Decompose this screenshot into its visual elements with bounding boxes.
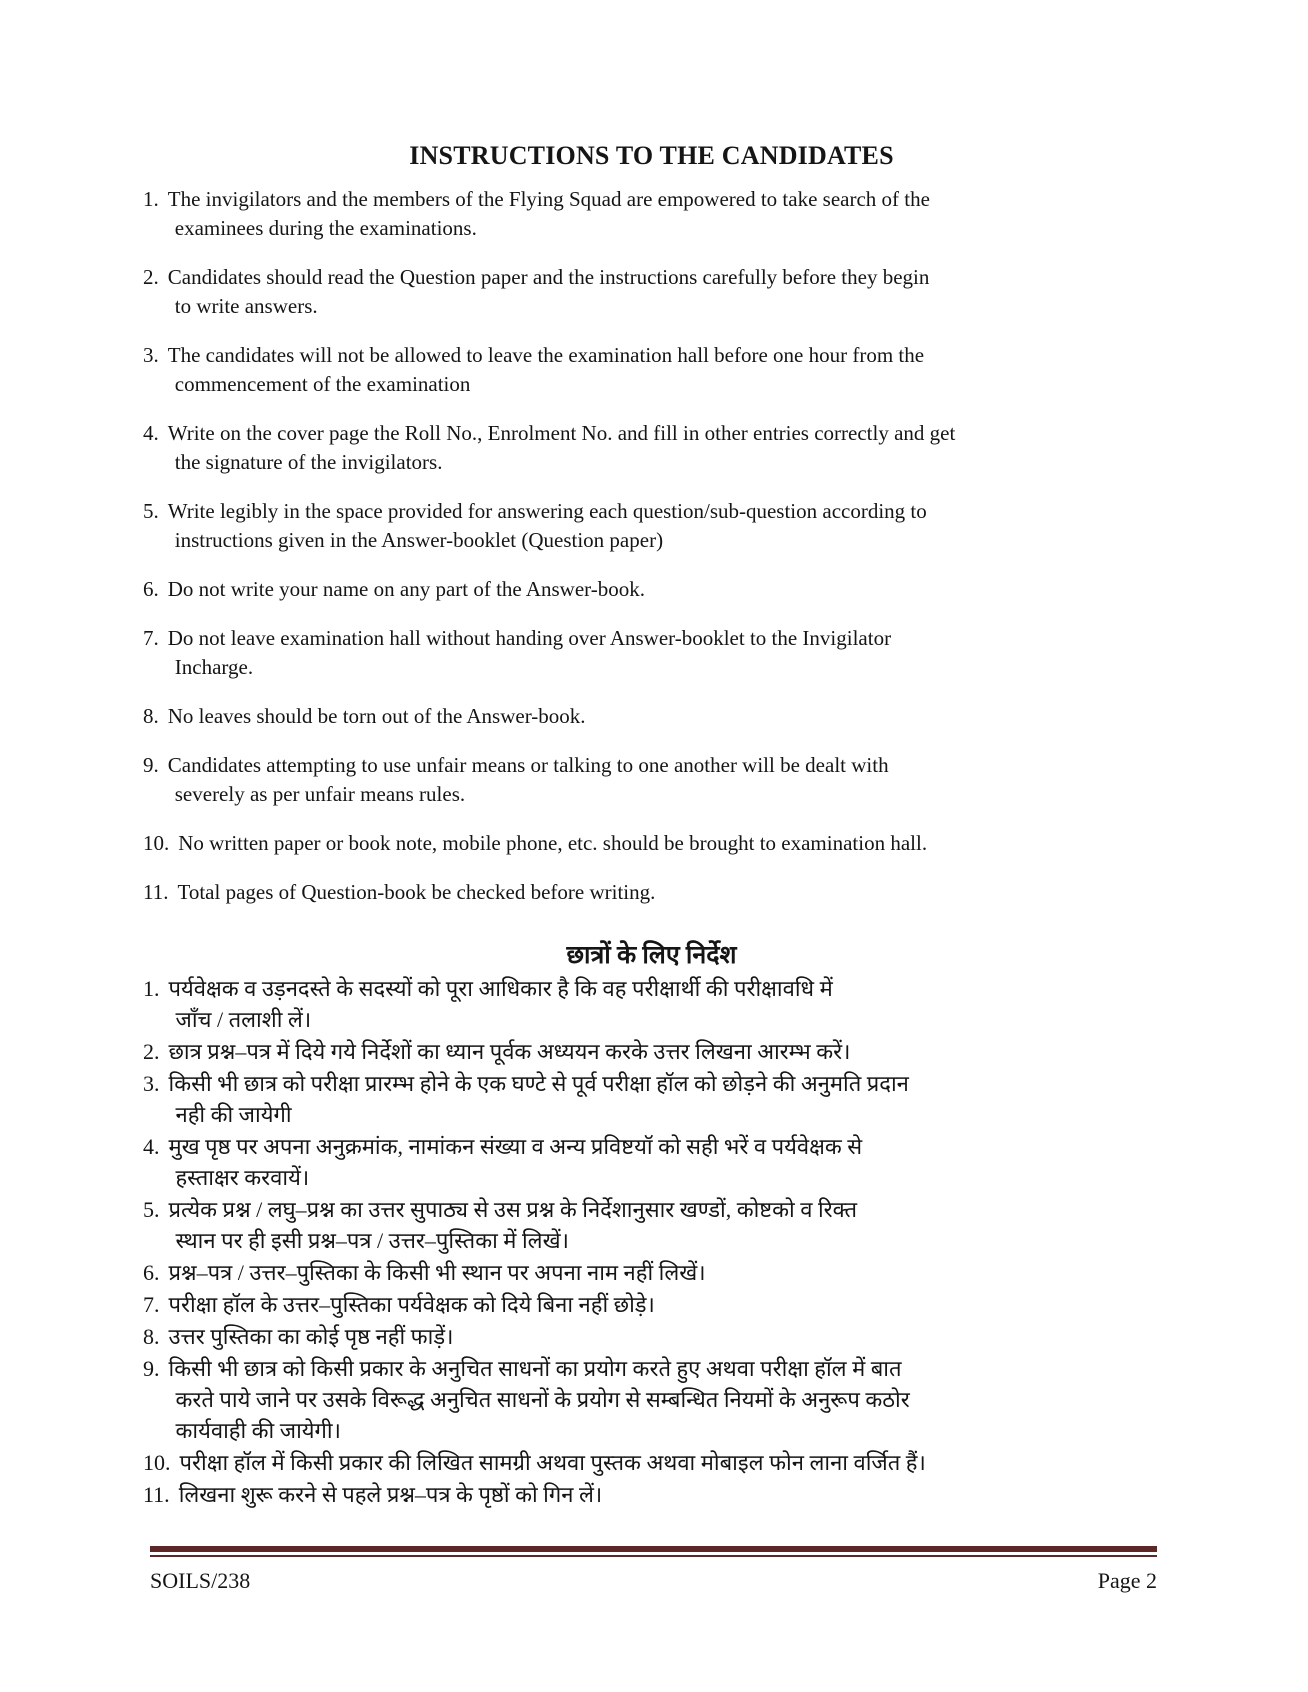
instruction-line: Total pages of Question-book be checked before writing. [177,880,656,904]
instruction-item-text [168,263,1160,321]
instruction-line: करते पाये जाने पर उसके विरूद्ध अनुचित साधनों के प्रयोग से सम्बन्धित नियमों के अनुरूप कठोर [175,1387,910,1412]
instruction-item-text [169,1131,1161,1193]
instruction-item-text [169,1353,1161,1446]
instruction-item [143,829,1160,858]
instruction-item-number: 4. [143,1134,160,1159]
instruction-item [143,263,1160,321]
instruction-line: मुख पृष्ठ पर अपना अनुक्रमांक, नामांकन संख्या व अन्य प्रविष्टयॉ को सही भरें व पर्यवेक्षक से [168,1134,863,1159]
instruction-line: the signature of the invigilators. [174,450,443,474]
instruction-line: examinees during the examinations. [174,216,477,240]
page-content [143,0,1160,1692]
instruction-line: स्थान पर ही इसी प्रश्न–पत्र / उत्तर–पुस्तिका में लिखें। [175,1228,569,1253]
instruction-item-text [180,1447,1161,1478]
instruction-line: Write on the cover page the Roll No., Enrolment No. and fill in other entries correctly and get [167,421,956,445]
footer-page-number: Page 2 [1097,1568,1157,1593]
instruction-item [143,185,1160,243]
instruction-item [143,1257,1160,1288]
instruction-item [143,878,1160,907]
instruction-item-text [168,624,1160,682]
instruction-item-text [169,1289,1161,1320]
instruction-item [143,751,1160,809]
hindi-section-heading: छात्रों के लिए निर्देश [566,942,737,969]
instruction-line: severely as per unfair means rules. [174,782,466,806]
instruction-item [143,497,1160,555]
instruction-line: नही की जायेगी [175,1102,292,1127]
instruction-line: हस्ताक्षर करवायें। [175,1165,310,1190]
instruction-item-number: 9. [143,1356,160,1381]
instruction-item [143,1447,1160,1478]
instruction-item-number: 3. [143,343,159,367]
instruction-line: किसी भी छात्र को किसी प्रकार के अनुचित साधनों का प्रयोग करते हुए अथवा परीक्षा हॉल में बात [168,1356,902,1381]
instruction-item-number: 11. [143,1482,170,1507]
instruction-line: to write answers. [174,294,318,318]
instruction-line: Do not leave examination hall without handing over Answer-booklet to the Invigilator [167,626,892,650]
instruction-item-text [168,751,1160,809]
instruction-item-number: 9. [143,753,159,777]
instruction-item-number: 7. [143,626,159,650]
instruction-line: प्रश्न–पत्र / उत्तर–पुस्तिका के किसी भी स्थान पर अपना नाम नहीं लिखें। [168,1260,706,1285]
instruction-item [143,341,1160,399]
instruction-line: commencement of the examination [174,372,471,396]
instruction-item-number: 3. [143,1071,160,1096]
instruction-line: Do not write your name on any part of the Answer-book. [167,577,645,601]
instruction-item [143,702,1160,731]
hindi-instructions-list [143,973,1160,1511]
instruction-item [143,1036,1160,1067]
instruction-item [143,575,1160,604]
instruction-line: कार्यवाही की जायेगी। [175,1418,341,1443]
instruction-line: Candidates attempting to use unfair means or talking to one another will be dealt with [167,753,889,777]
instruction-item [143,1353,1160,1446]
instruction-item-number: 6. [143,1260,160,1285]
instruction-item [143,1068,1160,1130]
english-instructions-list [143,185,1160,927]
instruction-item-number: 2. [143,265,159,289]
instruction-item-text [169,1321,1161,1352]
footer-document-code: SOILS/238 [150,1568,251,1593]
instruction-line: Candidates should read the Question paper and the instructions carefully before they begin [167,265,930,289]
instruction-item-text [178,829,1160,858]
instruction-item-text [168,702,1160,731]
instruction-item [143,1194,1160,1256]
instruction-item-number: 8. [143,1324,160,1349]
instruction-line: Incharge. [174,655,254,679]
instruction-item-text [168,575,1160,604]
instruction-item-text [169,1257,1161,1288]
instruction-item-text [169,1068,1161,1130]
instruction-line: छात्र प्रश्न–पत्र में दिये गये निर्देशों का ध्यान पूर्वक अध्ययन करके उत्तर लिखना आरम्भ करें। [168,1039,851,1064]
footer-divider-rule [150,1546,1157,1557]
instruction-line: लिखना शुरू करने से पहले प्रश्न–पत्र के पृष्ठों को गिन लें। [178,1482,603,1507]
instruction-item-text [169,1194,1161,1256]
instruction-line: No leaves should be torn out of the Answer-book. [167,704,586,728]
instruction-item-number: 7. [143,1292,160,1317]
instruction-line: No written paper or book note, mobile phone, etc. should be brought to examination hall. [178,831,928,855]
instruction-item [143,1289,1160,1320]
instruction-item-number: 2. [143,1039,160,1064]
instruction-line: The invigilators and the members of the Flying Squad are empowered to take search of the [167,187,930,211]
instruction-item-text [168,185,1160,243]
instruction-item-text [168,419,1160,477]
instruction-item-text [177,878,1160,907]
instruction-line: जाँच / तलाशी लें। [175,1007,312,1032]
instruction-item-text [169,973,1161,1035]
instruction-item-number: 8. [143,704,159,728]
instruction-item-text [168,497,1160,555]
instruction-line: परीक्षा हॉल में किसी प्रकार की लिखित सामग्री अथवा पुस्तक अथवा मोबाइल फोन लाना वर्जित हैं। [179,1450,926,1475]
instruction-item-number: 6. [143,577,159,601]
instruction-line: instructions given in the Answer-booklet (Question paper) [174,528,664,552]
instruction-item [143,419,1160,477]
instruction-item [143,1479,1160,1510]
instruction-line: परीक्षा हॉल के उत्तर–पुस्तिका पर्यवेक्षक को दिये बिना नहीं छोड़े। [168,1292,655,1317]
instruction-item [143,624,1160,682]
instruction-item-number: 11. [143,880,169,904]
instruction-item-number: 4. [143,421,159,445]
instruction-item-number: 10. [143,831,170,855]
instruction-item [143,1321,1160,1352]
page-title: INSTRUCTIONS TO THE CANDIDATES [409,141,894,170]
instruction-line: पर्यवेक्षक व उड़नदस्ते के सदस्यों को पूरा आधिकार है कि वह परीक्षार्थी की परीक्षावधि में [168,976,833,1001]
instruction-item [143,1131,1160,1193]
instruction-item-number: 5. [143,499,159,523]
instruction-item-number: 10. [143,1450,171,1475]
page-footer [150,1567,1157,1595]
instruction-line: किसी भी छात्र को परीक्षा प्रारम्भ होने के एक घण्टे से पूर्व परीक्षा हॉल को छोड़ने की अनुमति प्रदान [168,1071,909,1096]
instruction-item-number: 5. [143,1197,160,1222]
instruction-item-text [169,1036,1161,1067]
instruction-line: The candidates will not be allowed to leave the examination hall before one hour from the [167,343,925,367]
footer-rule-thin-bar [150,1555,1157,1557]
instruction-item-number: 1. [143,187,159,211]
instruction-item [143,973,1160,1035]
instruction-line: उत्तर पुस्तिका का कोई पृष्ठ नहीं फाड़ें। [168,1324,454,1349]
instruction-line: प्रत्येक प्रश्न / लघु–प्रश्न का उत्तर सुपाठ्य से उस प्रश्न के निर्देशानुसार खण्डों, कोष्टको व रिक्त [168,1197,857,1222]
instruction-item-number: 1. [143,976,160,1001]
instruction-line: Write legibly in the space provided for answering each question/sub-question according to [167,499,927,523]
instruction-item-text [179,1479,1160,1510]
instruction-item-text [168,341,1160,399]
